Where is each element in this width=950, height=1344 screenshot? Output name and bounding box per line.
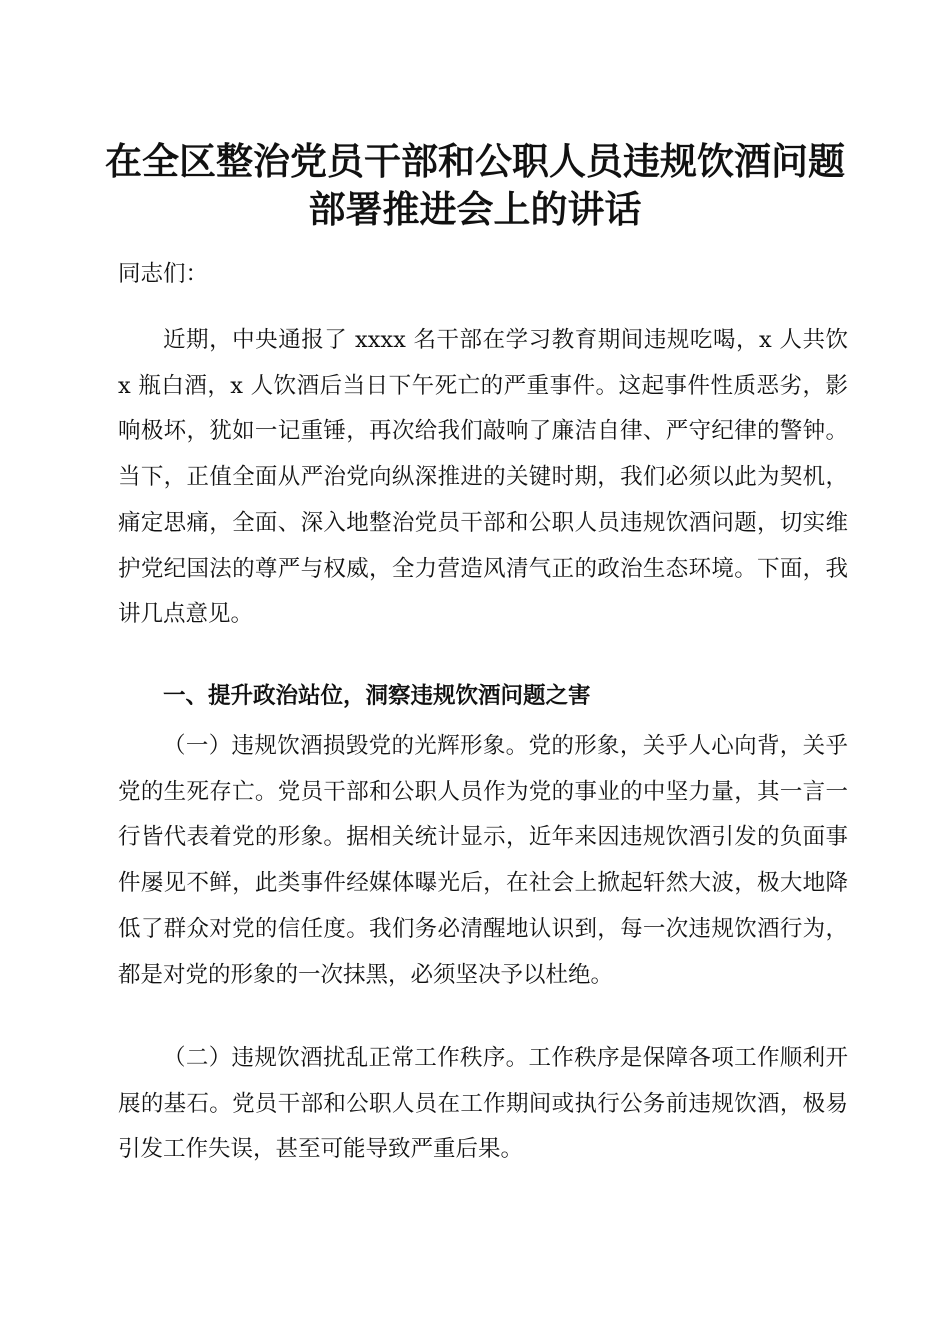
salutation: 同志们： [118, 261, 209, 287]
document-title-line-1: 在全区整治党员干部和公职人员违规饮酒问题 [105, 139, 845, 183]
subsection-paragraph-1: （一）违规饮酒损毁党的光辉形象。党的形象，关乎人心向背，关乎党的生死存亡。党员干部和公职人员作为党的事业的中坚力量，其一言一行皆代表着党的形象。据相关统计显示，近年来因违规饮酒引发的负面事件屡见不鲜，此类事件经媒体曝光后，在社会上掀起轩然大波，极大地降低了群众对党的信任度。我们务必清醒地认识到，每一次违规饮酒行为，都是对党的形象的一次抹黑，必须坚决予以杜绝。 [118, 733, 848, 988]
document-title-line-2: 部署推进会上的讲话 [308, 187, 642, 231]
intro-paragraph: 近期，中央通报了 xxxx 名干部在学习教育期间违规吃喝，x 人共饮 x 瓶白酒，x 人饮酒后当日下午死亡的严重事件。这起事件性质恶劣，影响极坏，犹如一记重锤，再次给我们敲响了廉洁自律、严守纪律的警钟。当下，正值全面从严治党向纵深推进的关键时期，我们必须以此为契机，痛定思痛，全面、深入地整治党员干部和公职人员违规饮酒问题，切实维护党纪国法的尊严与权威，全力营造风清气正的政治生态环境。下面，我讲几点意见。 [118, 327, 848, 628]
section-heading-1: 一、提升政治站位，洞察违规饮酒问题之害 [163, 683, 591, 709]
subsection-paragraph-2: （二）违规饮酒扰乱正常工作秩序。工作秩序是保障各项工作顺利开展的基石。党员干部和公职人员在工作期间或执行公务前违规饮酒，极易引发工作失误，甚至可能导致严重后果。 [118, 1045, 848, 1163]
